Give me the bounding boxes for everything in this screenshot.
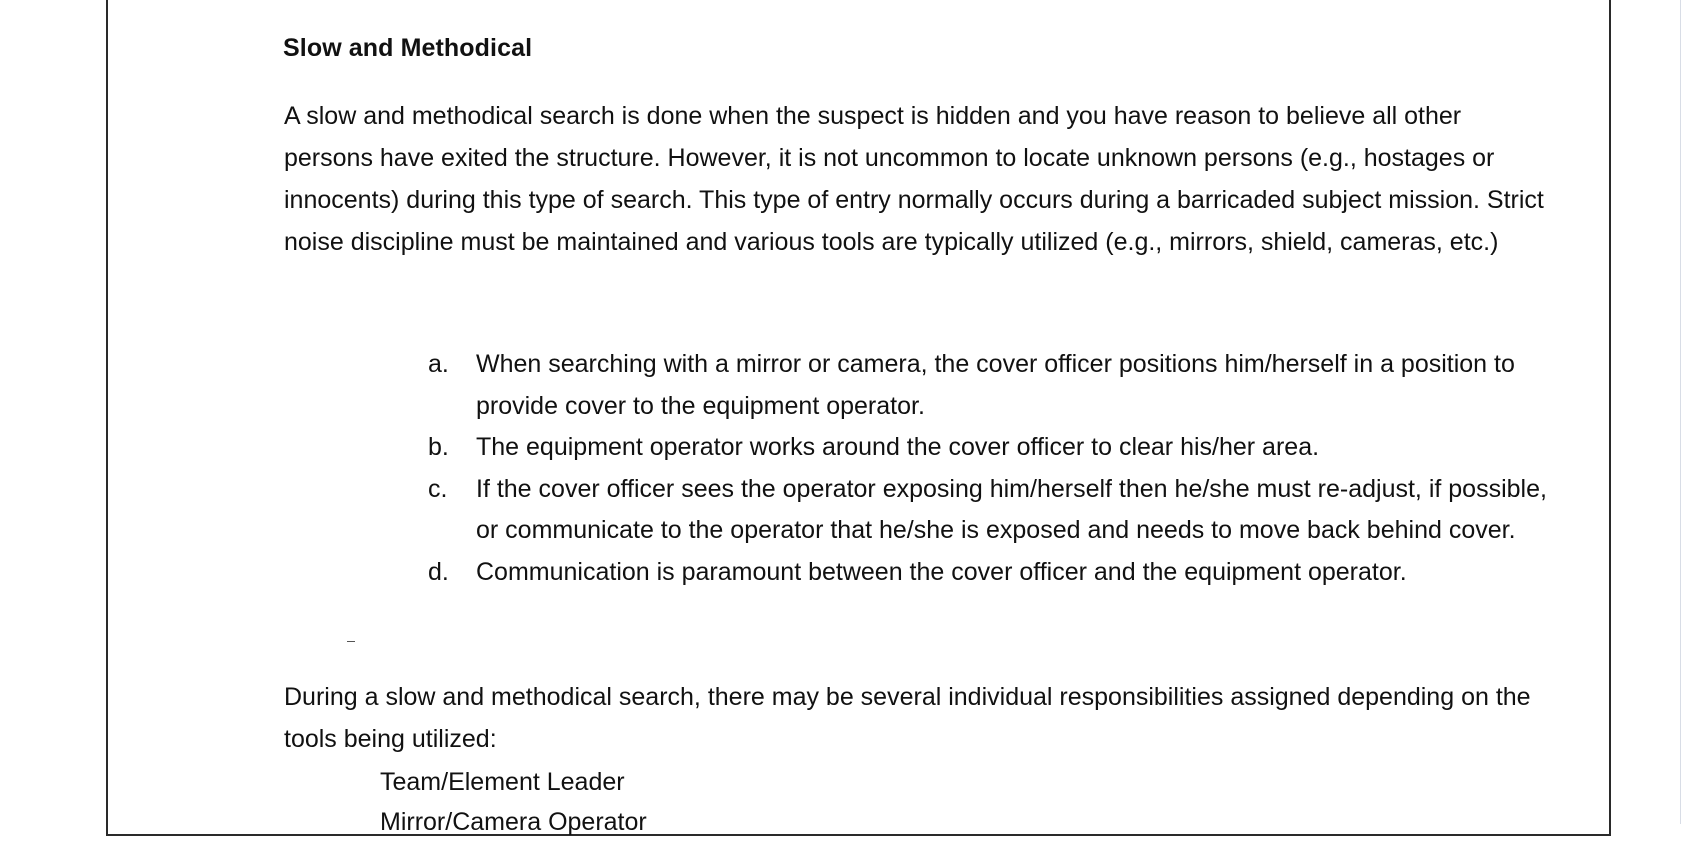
responsibilities-paragraph: During a slow and methodical search, there may be several individual responsibilities assigned depending on the tools being utilized: (284, 683, 1531, 753)
list-item-text: If the cover officer sees the operator exposing him/herself then he/she must re-adjust, if possible, or communicate to the operator that he/she is exposed and needs to move back behind cover. (476, 474, 1547, 544)
stray-scan-mark (347, 641, 355, 642)
list-marker: a. (428, 350, 449, 378)
list-marker: d. (428, 557, 449, 586)
procedure-list (428, 344, 1568, 593)
list-item-text: Communication is paramount between the cover officer and the equipment operator. (476, 557, 1407, 586)
list-marker: b. (428, 433, 449, 461)
roles-list (380, 762, 647, 842)
list-item (428, 344, 1568, 427)
list-item-text: When searching with a mirror or camera, the cover officer positions him/herself in a position to provide cover to the equipment operator. (476, 350, 1515, 420)
scan-edge-line (1680, 0, 1681, 824)
role-item: Mirror/Camera Operator (380, 808, 647, 836)
list-item-text: The equipment operator works around the cover officer to clear his/her area. (476, 433, 1320, 461)
list-item (428, 552, 1568, 594)
role-item: Team/Element Leader (380, 768, 625, 796)
section-heading: Slow and Methodical (283, 34, 533, 62)
list-item (428, 469, 1568, 552)
list-item (428, 427, 1568, 469)
list-marker: c. (428, 474, 448, 503)
intro-paragraph: A slow and methodical search is done when the suspect is hidden and you have reason to believe all other persons have exited the structure. However, it is not uncommon to locate unknown persons (e.g., hostages or innocents) during this type of search. This type of entry normally occurs during a barricaded subject mission. Strict noise discipline must be maintained and various tools are typically utilized (e.g., mirrors, shield, cameras, etc.) (284, 102, 1544, 256)
